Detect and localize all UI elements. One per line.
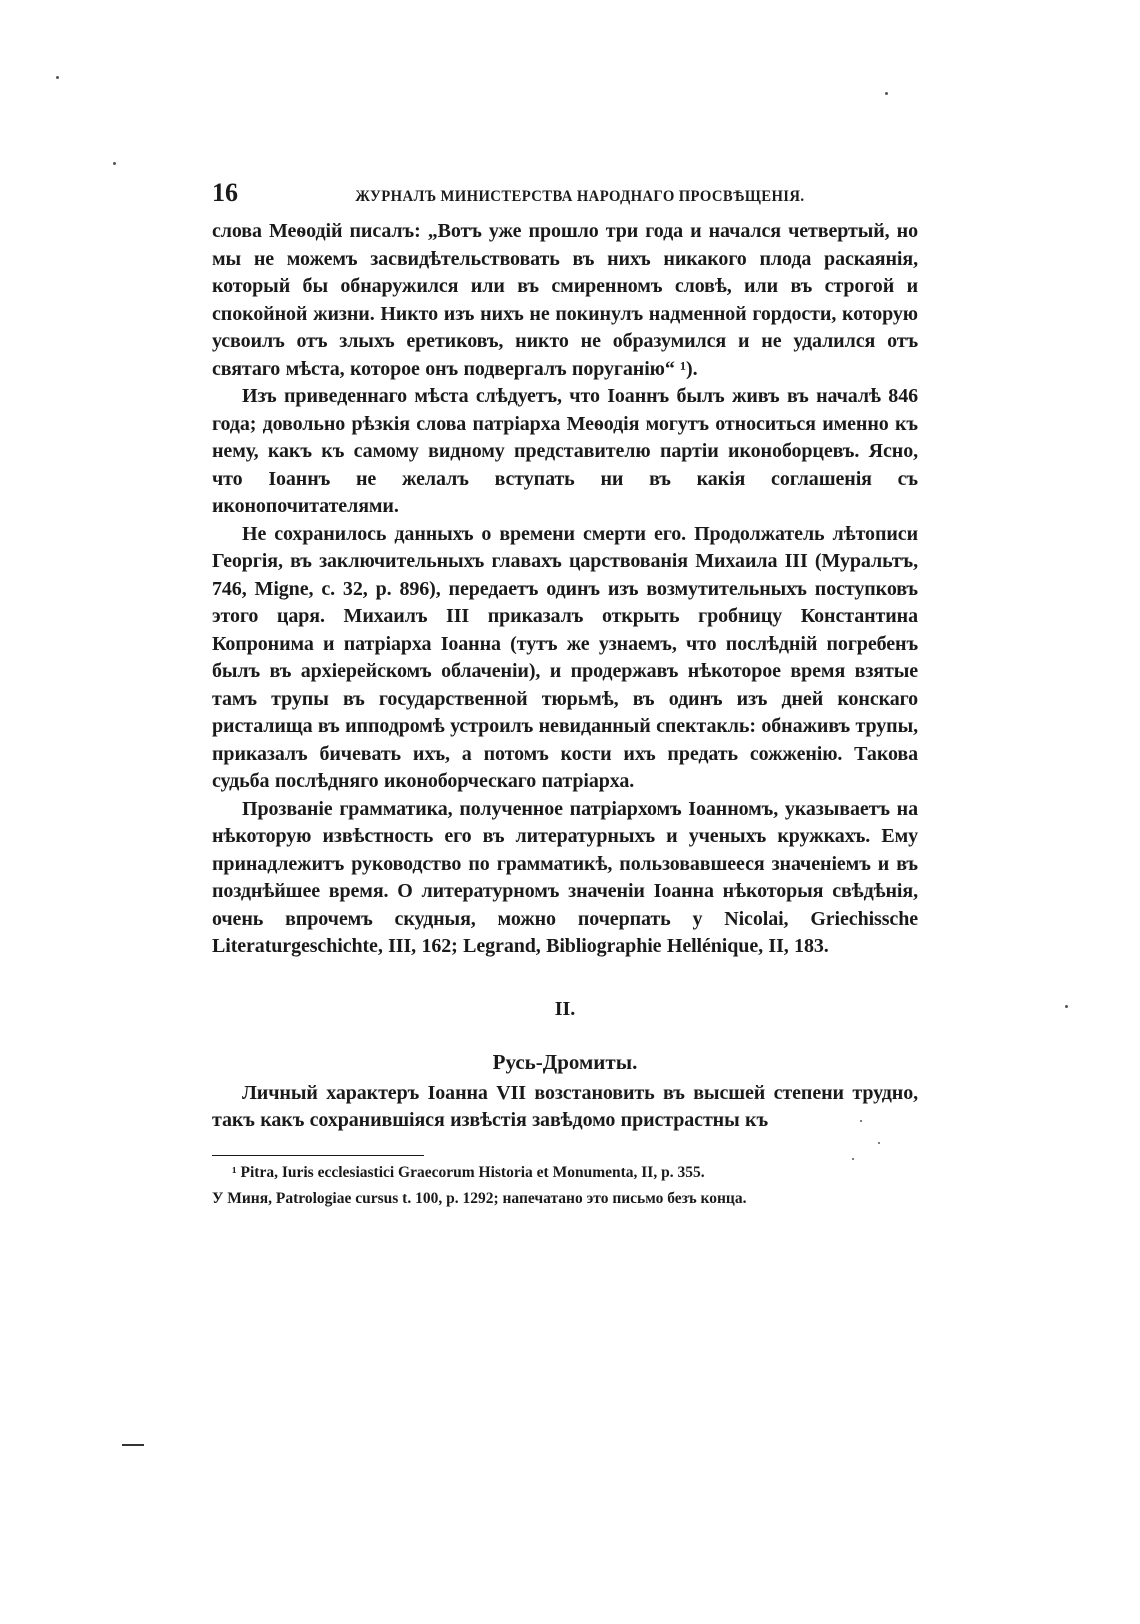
section-numeral: II. xyxy=(554,997,576,1020)
journal-title: ЖУРНАЛЪ МИНИСТЕРСТВА НАРОДНАГО ПРОСВѢЩЕНІЯ. xyxy=(355,188,805,205)
paragraph-3: Не сохранилось данныхъ о времени смерти его. Продолжатель лѣтописи Георгія, въ заключительныхъ главахъ царствованія Михаила III (Муральтъ, 746, Migne, с. 32, р. 896), передаетъ одинъ изъ возмутительныхъ поступковъ этого царя. Михаилъ III приказалъ открыть гробницу Константина Копронима и патріарха Іоанна (тутъ же узнаемъ, что послѣдній погребенъ былъ въ архіерейскомъ облаченіи), и продержавъ нѣкоторое время взятые тамъ трупы въ государственной тюрьмѣ, въ одинъ изъ дней конскаго ристалища въ ипподромѣ устроилъ невиданный спектакль: обнаживъ трупы, приказалъ бичевать ихъ, а потомъ кости ихъ предать сожженію. Такова судьба послѣдняго иконоборческаго патріарха. xyxy=(212,522,918,792)
scan-speck xyxy=(1065,1005,1068,1008)
footnote-1: ¹ Pitra, Iuris ecclesiastici Graecorum Historia et Monumenta, II, p. 355. xyxy=(232,1163,705,1181)
footnotes xyxy=(212,1160,918,1212)
scan-mark xyxy=(122,1444,144,1446)
paragraph-5: Личный характеръ Іоанна VII возстановить въ высшей степени трудно, такъ какъ сохранившіяся извѣстія завѣдомо пристрастны къ xyxy=(212,1081,918,1131)
paragraph-4: Прозваніе грамматика, полученное патріархомъ Іоанномъ, указываетъ на нѣкоторую извѣстность его въ литературныхъ и ученыхъ кружкахъ. Ему принадлежитъ руководство по грамматикѣ, пользовавшееся значеніемъ и въ позднѣйшее время. О литературномъ значеніи Іоанна нѣкоторыя свѣдѣнія, очень впрочемъ скудныя, можно почерпать у Nicolai, Griechissche Literaturgeschichte, III, 162; Legrand, Bibliographie Hellénique, II, 183. xyxy=(212,797,918,957)
paragraph-2: Изъ приведеннаго мѣста слѣдуетъ, что Іоаннъ былъ живъ въ началѣ 846 года; довольно рѣзкія слова патріарха Меѳодія могутъ относиться именно къ нему, какъ къ самому видному представителю партіи иконоборцевъ. Ясно, что Іоаннъ не желалъ вступать ни въ какія соглашенія съ иконопочитателями. xyxy=(212,385,918,517)
scan-speck xyxy=(878,1142,880,1144)
book-page xyxy=(212,178,918,1212)
scan-speck xyxy=(852,1158,854,1160)
section-title: Русь-Дромиты. xyxy=(492,1049,638,1074)
footnote-2: У Миня, Patrologiae cursus t. 100, p. 1292; напечатано это письмо безъ конца. xyxy=(212,1189,747,1207)
scan-speck xyxy=(885,92,888,95)
paragraph-1: слова Меѳодій писалъ: „Вотъ уже прошло три года и начался четвертый, но мы не можемъ засвидѣтельствовать въ нихъ никакого плода раскаянія, который бы обнаружился или въ смиренномъ словѣ, или въ строгой и спокойной жизни. Никто изъ нихъ не покинулъ надменной гордости, которую усвоилъ отъ злыхъ еретиковъ, никто не образумился и не удалился отъ святаго мѣста, которое онъ подвергалъ поруганію“ ¹). xyxy=(212,220,918,380)
scan-speck xyxy=(113,162,116,165)
running-head xyxy=(212,178,918,218)
footnote-divider xyxy=(212,1155,424,1156)
scan-speck xyxy=(860,1120,862,1122)
page-number: 16 xyxy=(212,178,238,207)
body-text xyxy=(212,218,918,1135)
scan-speck xyxy=(56,76,59,79)
